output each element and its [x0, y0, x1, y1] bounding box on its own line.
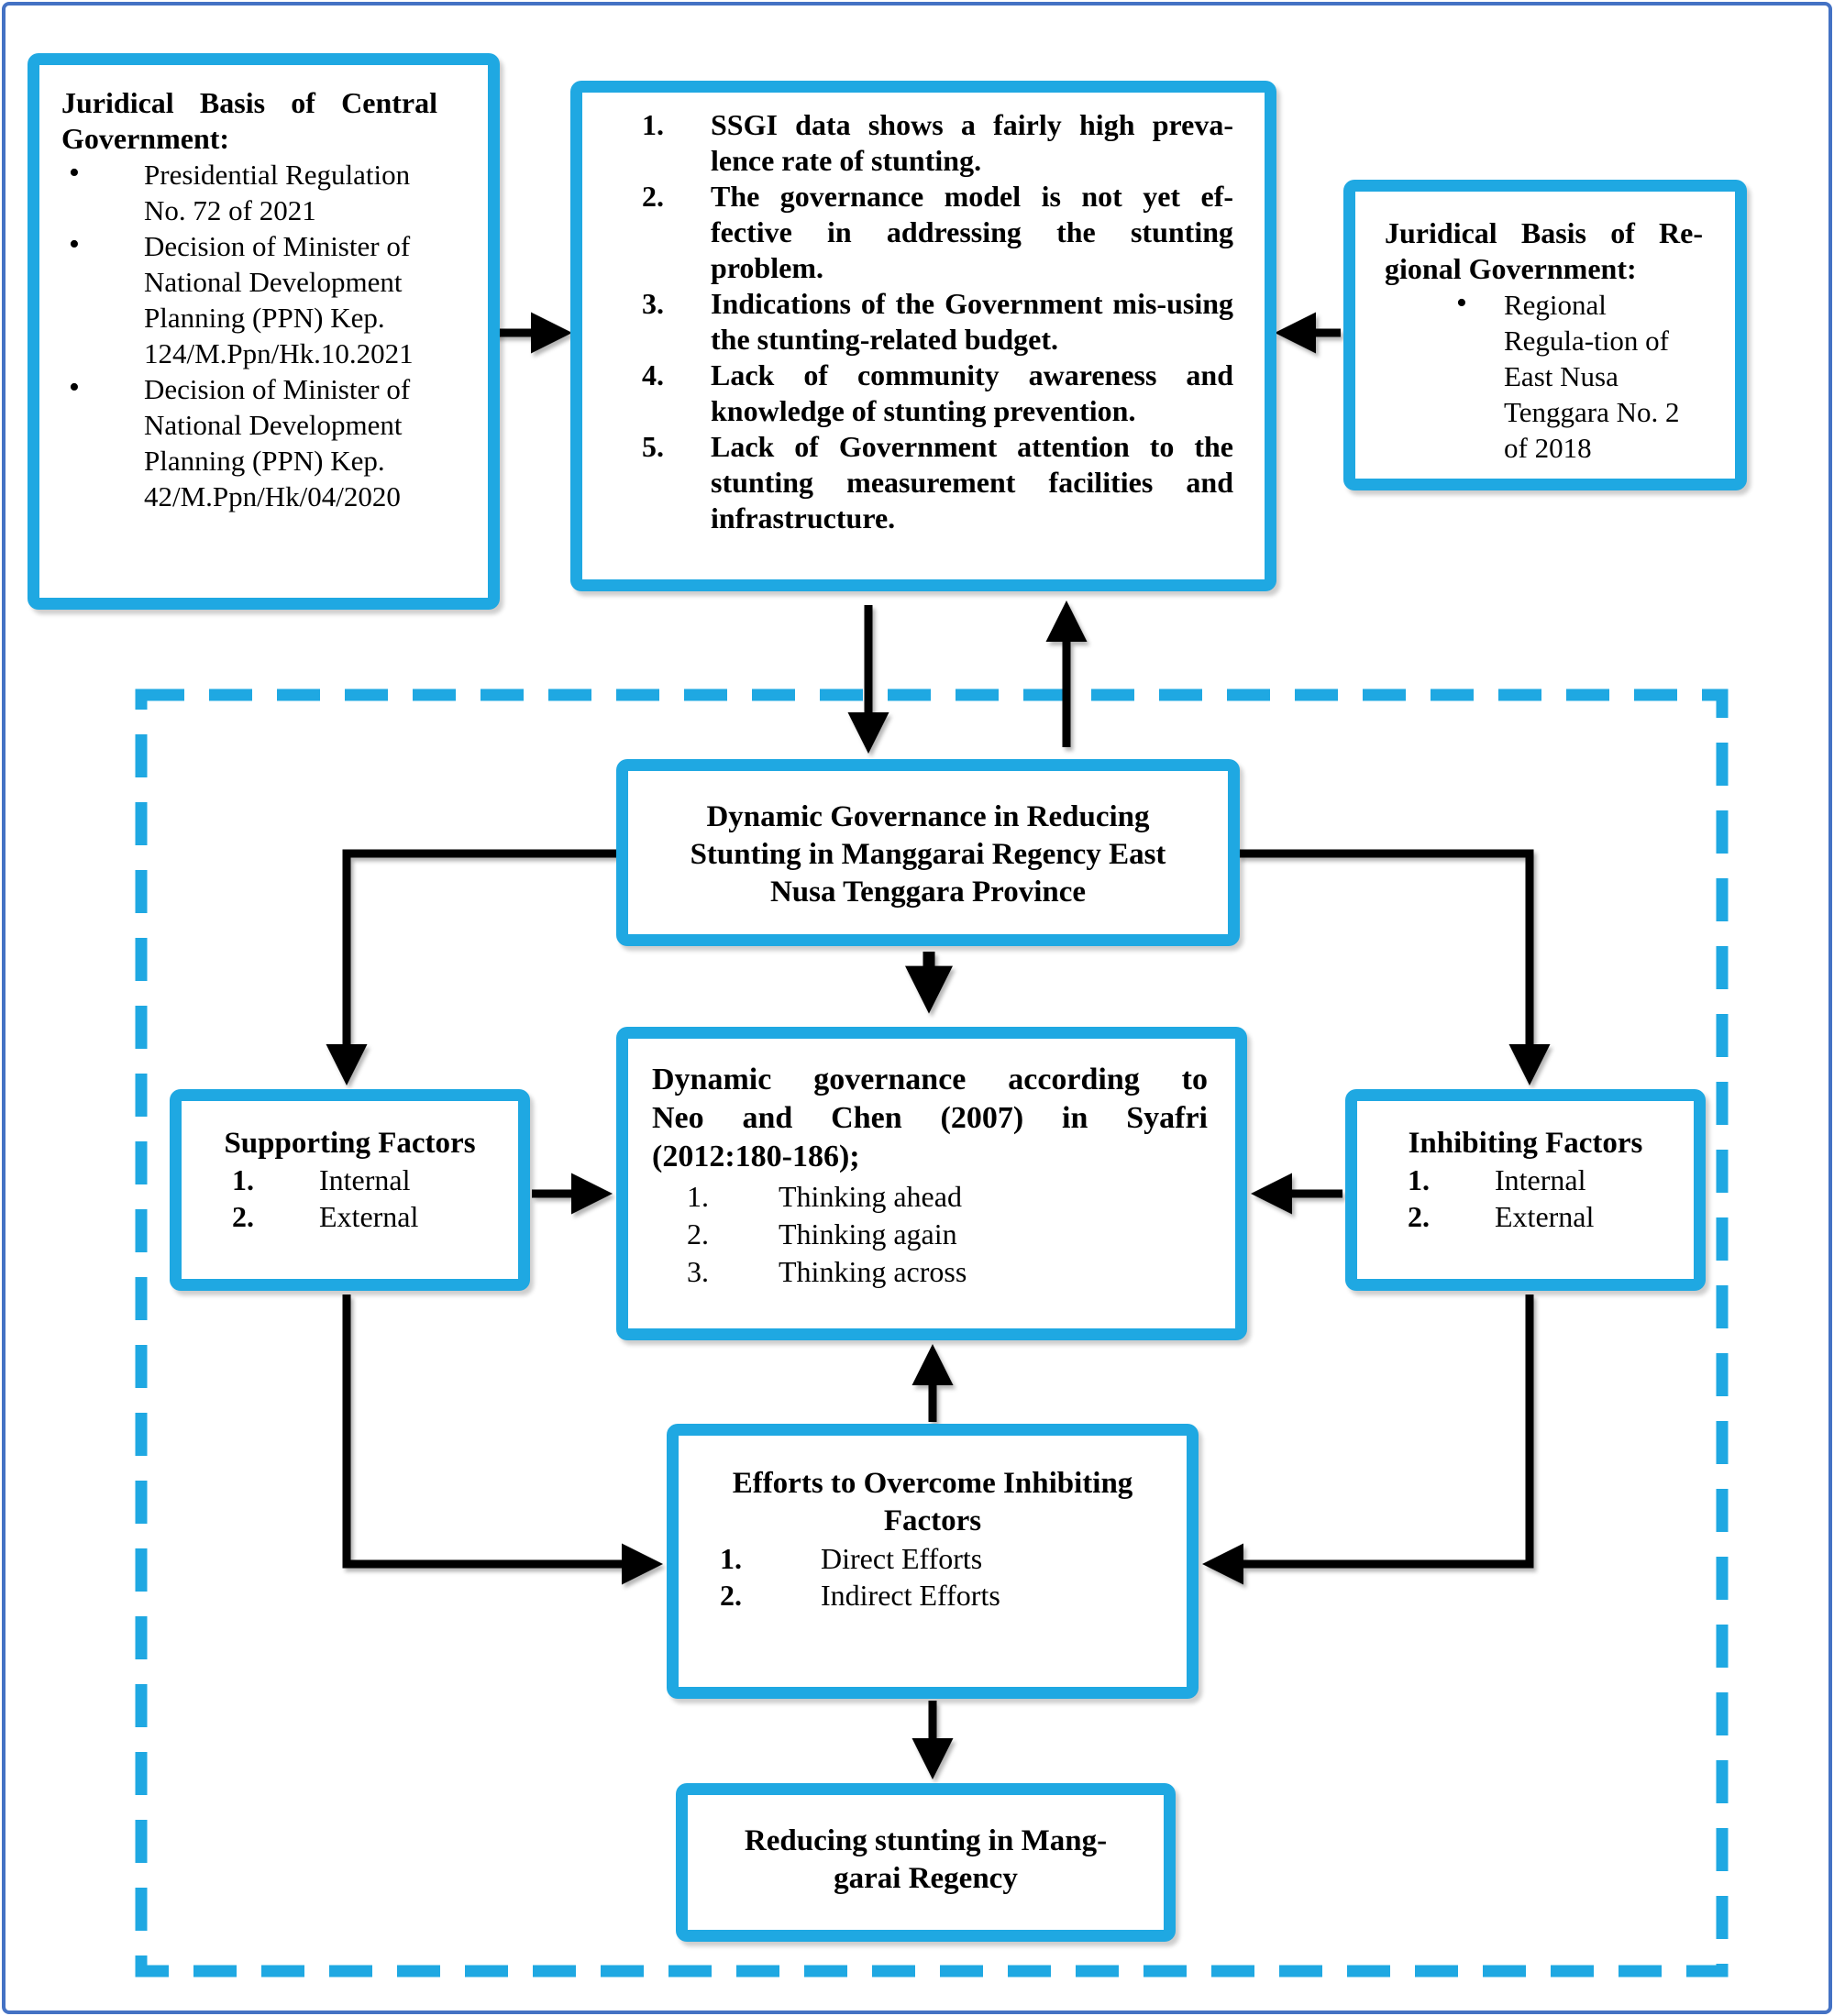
- list-item: [687, 1178, 1208, 1216]
- list-item: [642, 286, 1233, 358]
- neochen-title-line: Dynamic governance according to: [652, 1063, 1208, 1096]
- inhibiting-title: Inhibiting Factors: [1408, 1127, 1643, 1160]
- dyngov-title-line: Stunting in Manggarai Regency East: [690, 838, 1166, 871]
- efforts-title-line: Factors: [883, 1504, 982, 1537]
- neochen-title: [652, 1061, 1208, 1176]
- efforts-title-line: Efforts to Overcome Inhibiting: [732, 1467, 1133, 1500]
- efforts-list: [720, 1540, 1187, 1614]
- item-number: 1.: [1408, 1163, 1430, 1196]
- item-text: Thinking ahead: [779, 1180, 962, 1213]
- item-text: SSGI data shows a fairly high preva-lence rate of stunting.: [711, 108, 1233, 177]
- item-number: 1.: [720, 1542, 742, 1575]
- item-number: 1.: [232, 1163, 254, 1196]
- central-title: [61, 85, 437, 157]
- bullet-text: Decision of Minister of National Development Planning (PPN) Kep. 124/M.Ppn/Hk.10.2021: [144, 230, 414, 369]
- box-reducing-stunting: [676, 1783, 1176, 1942]
- item-text: The governance model is not yet ef-fective in addressing the stunting problem.: [711, 180, 1233, 284]
- item-text: Direct Efforts: [821, 1542, 983, 1575]
- item-number: 2.: [720, 1579, 742, 1612]
- list-item: [1408, 1198, 1694, 1235]
- list-item: [642, 179, 1233, 286]
- efforts-title: [679, 1465, 1187, 1540]
- arrow-dyngov-to-supporting: [347, 854, 618, 1052]
- item-text: Thinking again: [779, 1217, 957, 1250]
- item-number: 3.: [642, 287, 664, 320]
- reducing-title-line: garai Regency: [834, 1862, 1018, 1895]
- item-text: Indirect Efforts: [821, 1579, 1000, 1612]
- item-number: 3.: [687, 1255, 709, 1288]
- box-supporting-factors: [170, 1089, 530, 1291]
- box-stunting-problems: [570, 81, 1276, 591]
- inhibiting-list: [1408, 1162, 1694, 1235]
- neochen-title-line: Neo and Chen (2007) in Syafri: [652, 1101, 1208, 1135]
- regional-title: [1385, 215, 1703, 287]
- list-item: [642, 429, 1233, 536]
- neochen-list: [687, 1178, 1208, 1291]
- box-regional-juridical-basis: [1343, 180, 1747, 490]
- item-number: 2.: [687, 1217, 709, 1250]
- item-number: 2.: [642, 180, 664, 213]
- bullet-icon: •: [69, 156, 80, 190]
- reducing-title: [688, 1823, 1164, 1898]
- item-text: Internal: [1495, 1163, 1586, 1196]
- item-number: 5.: [642, 430, 664, 463]
- supporting-list: [232, 1162, 518, 1235]
- box-inhibiting-factors: [1345, 1089, 1706, 1291]
- box-central-juridical-basis: [28, 53, 500, 610]
- item-text: Lack of community awareness and knowledge of stunting prevention.: [711, 358, 1233, 427]
- problems-list: [642, 107, 1233, 536]
- box-overcome-efforts: [667, 1424, 1199, 1699]
- dyngov-title-line: Dynamic Governance in Reducing: [706, 800, 1150, 833]
- regional-title-line: Juridical Basis of Re-: [1385, 216, 1703, 249]
- dyngov-title: [628, 799, 1228, 911]
- item-number: 4.: [642, 358, 664, 391]
- list-item: [687, 1253, 1208, 1291]
- list-item: [1385, 287, 1703, 466]
- neochen-title-line: (2012:180-186);: [652, 1140, 860, 1173]
- item-text: External: [319, 1200, 419, 1233]
- item-text: Internal: [319, 1163, 411, 1196]
- item-number: 1.: [642, 108, 664, 141]
- list-item: [720, 1577, 1187, 1614]
- item-text: Lack of Government attention to the stunting measurement facilities and infrastructure.: [711, 430, 1233, 534]
- central-bullet-list: [61, 157, 437, 514]
- list-item: [232, 1198, 518, 1235]
- list-item: [720, 1540, 1187, 1577]
- list-item: [232, 1162, 518, 1198]
- box-neo-chen-theory: [616, 1027, 1247, 1340]
- bullet-icon: •: [69, 227, 80, 261]
- item-number: 1.: [687, 1180, 709, 1213]
- list-item: [642, 107, 1233, 179]
- list-item: [1408, 1162, 1694, 1198]
- item-number: 2.: [232, 1200, 254, 1233]
- list-item: [61, 228, 437, 371]
- box-dynamic-governance: [616, 759, 1240, 946]
- bullet-text: Decision of Minister of National Development Planning (PPN) Kep. 42/M.Ppn/Hk/04/2020: [144, 373, 411, 512]
- bullet-icon: •: [1456, 286, 1467, 320]
- list-item: [687, 1216, 1208, 1253]
- central-title-line: Juridical Basis of Central: [61, 86, 437, 119]
- bullet-text: Presidential Regulation No. 72 of 2021: [144, 159, 411, 226]
- arrow-supporting-to-efforts: [347, 1294, 630, 1564]
- central-title-line: Government:: [61, 122, 230, 155]
- regional-bullet-list: [1385, 287, 1703, 466]
- regional-title-line: gional Government:: [1385, 252, 1637, 285]
- item-text: Indications of the Government mis-using the stunting-related budget.: [711, 287, 1233, 356]
- list-item: [642, 358, 1233, 429]
- item-text: External: [1495, 1200, 1595, 1233]
- arrow-inhibiting-to-efforts: [1235, 1294, 1530, 1564]
- reducing-title-line: Reducing stunting in Mang-: [744, 1824, 1108, 1857]
- arrow-dyngov-to-inhibiting: [1238, 854, 1530, 1052]
- item-number: 2.: [1408, 1200, 1430, 1233]
- bullet-icon: •: [69, 370, 80, 404]
- dyngov-title-line: Nusa Tenggara Province: [769, 876, 1087, 909]
- list-item: [61, 371, 437, 514]
- item-text: Thinking across: [779, 1255, 967, 1288]
- list-item: [61, 157, 437, 228]
- supporting-title: Supporting Factors: [224, 1127, 476, 1160]
- bullet-text: Regional Regula-tion of East Nusa Tenggara No. 2 of 2018: [1504, 289, 1680, 464]
